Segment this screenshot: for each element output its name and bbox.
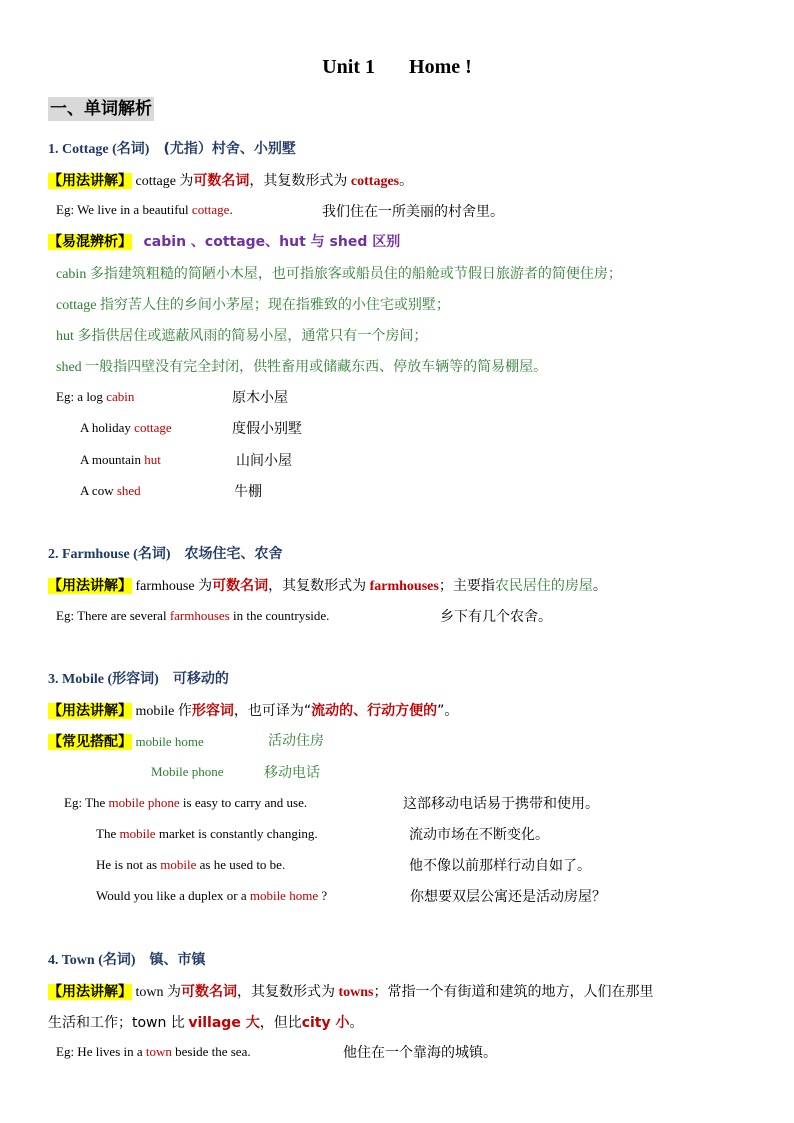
section-heading: 一、单词解析 [50,99,152,119]
diff-tag: 【易混辨析】 [48,234,132,250]
example-shed: A cow shed [80,483,141,498]
def-cottage: cottage 指穷苦人住的乡间小茅屋；现在指雅致的小住宅或别墅； [56,297,450,313]
usage-tag: 【用法讲解】 [48,984,132,1000]
word4-example-cn: 他住在一个靠海的城镇。 [343,1045,497,1061]
word3-example-2-cn: 流动市场在不断变化。 [409,827,549,843]
example-cottage: A holiday cottage [80,420,172,435]
collocation-1-cn: 活动住房 [268,733,324,749]
word4-heading: 4. Town (名词) 镇、市镇 [48,952,206,968]
word4-usage-line2: 生活和工作；town 比 village 大，但比city 小。 [48,1015,364,1031]
word3-collocation-1: 【常见搭配】 mobile home [48,734,204,750]
word4-example: Eg: He lives in a town beside the sea. [56,1044,251,1059]
word1-heading: 1. Cottage (名词) (尤指）村舍、小别墅 [48,141,296,157]
word3-example-3-cn: 他不像以前那样行动自如了。 [409,858,591,874]
example-hut: A mountain hut [80,452,161,467]
usage-tag: 【用法讲解】 [48,173,132,189]
collocation-2-cn: 移动电话 [264,765,320,781]
example-cabin: Eg: a log cabin [56,389,135,404]
word3-example-4: Would you like a duplex or a mobile home ? [96,888,328,903]
word1-usage: 【用法讲解】 cottage 为可数名词，其复数形式为 cottages。 [48,173,414,189]
word3-example-3: He is not as mobile as he used to be. [96,857,286,872]
word2-usage: 【用法讲解】 farmhouse 为可数名词，其复数形式为 farmhouses；主要指农民居住的房屋。 [48,578,607,594]
word1-example: Eg: We live in a beautiful cottage. [56,202,233,217]
word4-usage: 【用法讲解】 town 为可数名词，其复数形式为 towns；常指一个有街道和建筑的地方，人们在那里 [48,984,654,1000]
word3-example-1: Eg: The mobile phone is easy to carry and use. [64,795,308,810]
word2-heading: 2. Farmhouse (名词) 农场住宅、农舍 [48,546,283,562]
word3-example-1-cn: 这部移动电话易于携带和使用。 [403,796,599,812]
example-hut-cn: 山间小屋 [236,453,292,469]
word3-collocation-2: Mobile phone [151,764,224,779]
def-shed: shed 一般指四壁没有完全封闭，供牲畜用或储藏东西、停放车辆等的简易棚屋。 [56,359,548,375]
example-shed-cn: 牛棚 [234,484,262,500]
word3-heading: 3. Mobile (形容词) 可移动的 [48,671,229,687]
def-hut: hut 多指供居住或遮蔽风雨的简易小屋，通常只有一个房间； [56,328,428,344]
word1-diff: 【易混辨析】 cabin 、cottage、hut 与 shed 区别 [48,234,401,250]
page-title: Unit 1 Home ! [322,56,472,78]
word3-example-2: The mobile market is constantly changing. [96,826,318,841]
word3-usage: 【用法讲解】 mobile 作形容词，也可译为“流动的、行动方便的”。 [48,703,459,719]
usage-tag: 【用法讲解】 [48,703,132,719]
def-cabin: cabin 多指建筑粗糙的简陋小木屋，也可指旅客或船员住的船舱或节假日旅游者的简便住房； [56,266,622,282]
example-cabin-cn: 原木小屋 [232,390,288,406]
word1-example-cn: 我们住在一所美丽的村舍里。 [322,204,504,220]
usage-tag: 【用法讲解】 [48,578,132,594]
collocation-tag: 【常见搭配】 [48,734,132,750]
word2-example: Eg: There are several farmhouses in the countryside. [56,608,330,623]
example-cottage-cn: 度假小别墅 [232,421,302,437]
word3-example-4-cn: 你想要双层公寓还是活动房屋？ [410,889,606,905]
word2-example-cn: 乡下有几个农舍。 [440,609,552,625]
